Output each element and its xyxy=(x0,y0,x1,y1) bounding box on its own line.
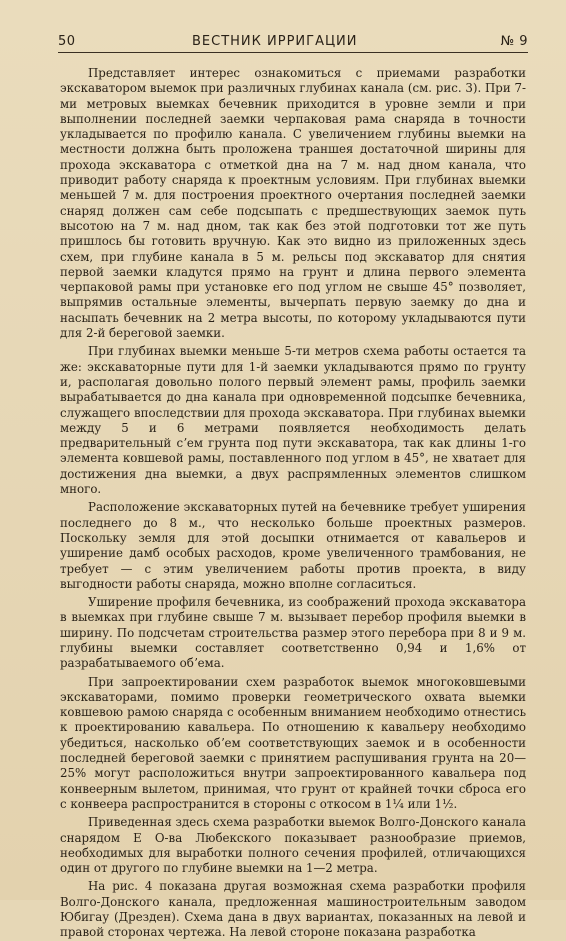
page-number: 50 xyxy=(58,34,76,49)
article-body xyxy=(60,66,526,941)
journal-title: ВЕСТНИК ИРРИГАЦИИ xyxy=(192,34,358,49)
paragraph: Представляет интерес ознакомиться с приемами разработки экскаватором выемок при различных глубинах канала (см. рис. 3). При 7-ми метровых выемках бечевник приходится в уровне земли и при выполнении последней заемки черпаковая рама снаряда в точности укладывается по профилю канала. С увеличением глубины выемки на местности должна быть проложена траншея достаточной ширины для прохода экскаватора с отметкой дна на 7 м. над дном канала, что приводит работу снаряда к проектным условиям. При глубинах выемки меньшей 7 м. для построения проектного очертания последней заемки снаряд должен сам себе подсыпать с предшествующих заемок путь высотою на 7 м. над дном, так как без этой подготовки тот же путь пришлось бы готовить вручную. Как это видно из приложенных здесь схем, при глубине канала в 5 м. рельсы под экскаватор для снятия первой заемки кладутся прямо на грунт и длина первого элемента черпаковой рамы при установке его под углом не свыше 45° позволяет, выпрямив остальные элементы, вычерпать первую заемку до дна и насыпать бечевник на 2 метра высоты, по которому укладываются пути для 2-й береговой заемки. xyxy=(60,66,526,341)
header-rule xyxy=(58,52,528,53)
paragraph: Расположение экскаваторных путей на бечевнике требует уширения последнего до 8 м., что несколько больше проектных размеров. Поскольку земля для этой досыпки отнимается от кавальеров и уширение дамб особых расходов, кроме увеличенного трамбования, не требует — с этим увеличением работы против проекта, в виду выгодности работы снаряда, можно вполне согласиться. xyxy=(60,500,526,591)
running-header xyxy=(58,34,528,50)
paragraph: Уширение профиля бечевника, из соображений прохода экскаватора в выемках при глубине свыше 7 м. вызывает перебор профиля выемки в ширину. По подсчетам строительства размер этого перебора при 8 и 9 м. глубины выемки составляет соответственно 0,94 и 1,6% от разрабатываемого обʼема. xyxy=(60,595,526,671)
paragraph: Приведенная здесь схема разработки выемок Волго-Донского канала снарядом Е О-ва Любекского показывает разнообразие приемов, необходимых для выработки полного сечения профилей, отличающихся один от другого по глубине выемки на 1—2 метра. xyxy=(60,815,526,876)
issue-number: № 9 xyxy=(500,34,528,49)
paragraph: На рис. 4 показана другая возможная схема разработки профиля Волго-Донского канала, предложенная машиностроительным заводом Юбигау (Дрезден). Схема дана в двух вариантах, показанных на левой и правой сторонах чертежа. На левой стороне показана разработка xyxy=(60,879,526,940)
paragraph: При запроектировании схем разработок выемок многоковшевыми экскаваторами, помимо проверки геометрического охвата выемки ковшевою рамою снаряда с особенным вниманием необходимо отнестись к проектированию кавальера. По отношению к кавальеру необходимо убедиться, насколько обʼем соответствующих заемок и в особенности последней береговой заемки с принятием распушивания грунта на 20—25% могут расположиться внутри запроектированного кавальера под конвеерным вылетом, принимая, что грунт от крайней точки сброса его с конвеера распространится в стороны с откосом в 1¼ или 1½. xyxy=(60,674,526,811)
paragraph: При глубинах выемки меньше 5-ти метров схема работы остается та же: экскаваторные пути для 1-й заемки укладываются прямо по грунту и, располагая довольно полого первый элемент рамы, профиль заемки вырабатывается до дна канала при одновременной подсыпке бечевника, служащего впоследствии для прохода экскаватора. При глубинах выемки между 5 и 6 метрами появляется необходимость делать предварительный сʼем грунта под пути экскаватора, так как длины 1-го элемента ковшевой рамы, поставленного под углом в 45°, не хватает для достижения дна выемки, а двух распрямленных элементов слишком много. xyxy=(60,344,526,497)
